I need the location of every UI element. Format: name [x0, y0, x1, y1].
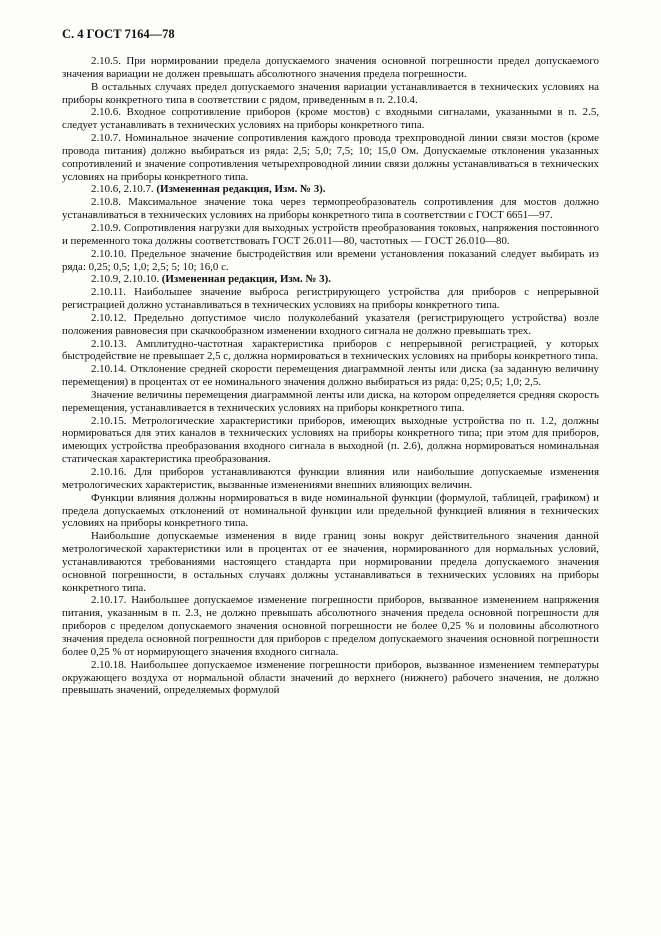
paragraph: Значение величины перемещения диаграммной ленты или диска, на котором определяется средняя скорость перемещения, устанавливается в технических условиях на приборы конкретного типа.	[62, 388, 599, 414]
paragraph: 2.10.11. Наибольшее значение выброса регистрирующего устройства для приборов с непрерывной регистрацией должно устанавливаться в технических условиях на приборы конкретного типа.	[62, 286, 599, 312]
page-header: С. 4 ГОСТ 7164—78	[62, 27, 175, 41]
paragraph: 2.10.14. Отклонение средней скорости перемещения диаграммной ленты или диска (за заданную величину перемещения) в процентах от ее номинального значения должно выбираться из ряда: 0,25; 0,5; 1,0; 2,5.	[62, 363, 599, 389]
paragraph: 2.10.8. Максимальное значение тока через термопреобразователь сопротивления для мостов должно устанавливаться в технических условиях на приборы конкретного типа в соответствии с ГОСТ 6651—97.	[62, 196, 599, 222]
paragraph: 2.10.18. Наибольшее допускаемое изменение погрешности приборов, вызванное изменением температуры окружающего воздуха от нормальной области значений до верхнего (нижнего) рабочего значения, не должно превышать значений, определяемых формулой	[62, 658, 599, 697]
amendment-note: (Измененная редакция, Изм. № 3).	[156, 183, 326, 196]
paragraph-reference: 2.10.9, 2.10.10.	[91, 273, 162, 286]
paragraph: 2.10.15. Метрологические характеристики приборов, имеющих выходные устройства по п. 1.2, должны нормироваться для этих каналов в технических условиях на приборы конкретного типа; при этом для приборов, имеющих устройства преобразования входного сигнала в выходной (п. 2.6), должна нормироваться номинальная статическая характеристика преобразования.	[62, 414, 599, 466]
paragraph: 2.10.9. Сопротивления нагрузки для выходных устройств преобразования токовых, напряжения постоянного и переменного тока должны соответствовать ГОСТ 26.011—80, частотных — ГОСТ 26.010—80.	[62, 221, 599, 247]
amendment-note: (Измененная редакция, Изм. № 3).	[161, 273, 331, 286]
paragraph: Наибольшие допускаемые изменения в виде границ зоны вокруг действительного значения данной метрологической характеристики или в процентах от ее значения, нормированного для нормальных условий, устанавливаются требованиями настоящего стандарта при нормировании предела допускаемого значения основной погрешности, в остальных случаях должны устанавливаться в технических условиях на приборы конкретного типа.	[62, 530, 599, 594]
paragraph: 2.10.7. Номинальное значение сопротивления каждого провода трехпроводной линии связи мостов (кроме провода питания) должно выбираться из ряда: 2,5; 5,0; 7,5; 10; 15,0 Ом. Допускаемые отклонения указанных сопротивлений и значение сопротивления четырехпроводной линии связи должны устанавливаться в технических условиях на приборы конкретного типа.	[62, 132, 599, 183]
paragraph: В остальных случаях предел допускаемого значения вариации устанавливается в технических условиях на приборы конкретного типа в соответствии с рядом, приведенным в п. 2.10.4.	[62, 80, 599, 106]
paragraph: 2.10.5. При нормировании предела допускаемого значения основной погрешности предел допускаемого значения вариации не должен превышать абсолютного значения предела погрешности.	[62, 55, 599, 80]
paragraph: 2.10.12. Предельно допустимое число полуколебаний указателя (регистрирующего устройства) возле положения равновесия при скачкообразном изменении входного сигнала не должно превышать трех.	[62, 311, 599, 337]
paragraph	[62, 183, 599, 196]
paragraph: 2.10.13. Амплитудно-частотная характеристика приборов с непрерывной регистрацией, у которых быстродействие не превышает 2,5 с, должна нормироваться в технических условиях на приборы конкретного типа.	[62, 337, 599, 363]
document-body	[62, 55, 599, 697]
paragraph: 2.10.17. Наибольшее допускаемое изменение погрешности приборов, вызванное изменением напряжения питания, указанным в п. 2.3, не должно превышать абсолютного значения предела основной погрешности для приборов с пределом допускаемого значения основной погрешности не более 0,25 % и половины абсолютного значения предела основной погрешности для приборов с пределом допускаемого значения основной погрешности более 0,25 % от нормирующего значения входного сигнала.	[62, 594, 599, 658]
paragraph-reference: 2.10.6, 2.10.7.	[91, 183, 157, 196]
paragraph	[62, 273, 599, 286]
paragraph: Функции влияния должны нормироваться в виде номинальной функции (формулой, таблицей, графиком) и предела допускаемых отклонений от номинальной функции или предельной функцией влияния в технических условиях на приборы конкретного типа.	[62, 491, 599, 530]
paragraph: 2.10.10. Предельное значение быстродействия или времени установления показаний следует выбирать из ряда: 0,25; 0,5; 1,0; 2,5; 5; 10; 16,0 с.	[62, 247, 599, 273]
paragraph: 2.10.6. Входное сопротивление приборов (кроме мостов) с входными сигналами, указанными в п. 2.5, следует устанавливать в технических условиях на приборы конкретного типа.	[62, 106, 599, 132]
paragraph: 2.10.16. Для приборов устанавливаются функции влияния или наибольшие допускаемые изменения метрологических характеристик, вызванные изменениями внешних влияющих величин.	[62, 466, 599, 491]
